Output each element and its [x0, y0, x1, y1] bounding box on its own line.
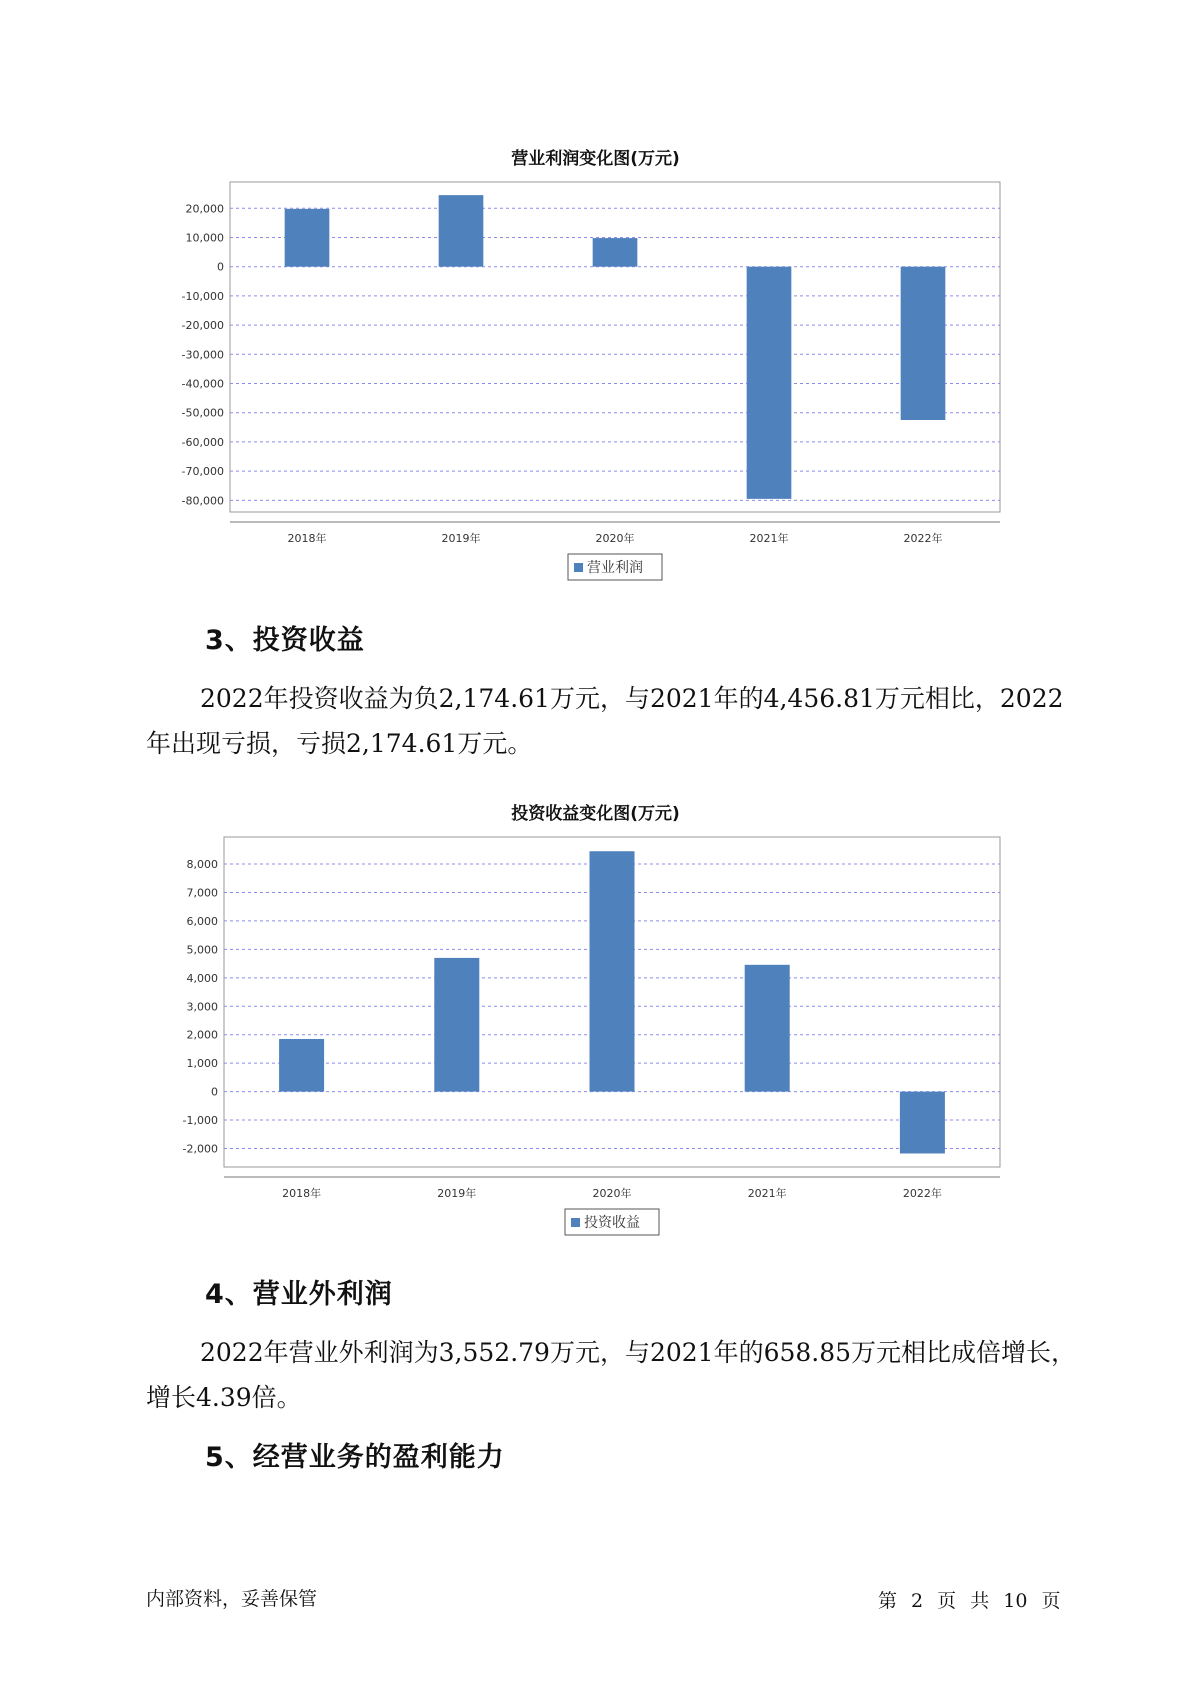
chart2-ytick-label: 4,000 — [186, 971, 218, 985]
section-5-heading: 5、经营业务的盈利能力 — [205, 1442, 505, 1473]
chart2-bar-2019年 — [434, 958, 479, 1092]
chart2-title: 投资收益变化图(万元) — [511, 804, 680, 824]
chart2-ytick-label: 6,000 — [186, 914, 218, 928]
chart2-legend-swatch — [571, 1218, 580, 1227]
chart1-xtick-label: 2019年 — [441, 532, 481, 545]
chart1-ytick-label: 0 — [217, 260, 224, 274]
chart2-ytick-label: 1,000 — [186, 1057, 218, 1071]
chart1-bar-2018年 — [285, 209, 330, 267]
chart2-bar-2022年 — [900, 1092, 945, 1154]
section-4-text: 2022年营业外利润为3,552.79万元，与2021年的658.85万元相比成倍增长，增长4.39倍。 — [146, 1338, 1077, 1412]
chart1-xtick-label: 2022年 — [903, 532, 943, 545]
chart1-ytick-label: -20,000 — [181, 319, 224, 333]
section-3-paragraph — [146, 676, 1086, 766]
footer-page-number: 第 2 页 共 10 页 — [878, 1590, 1061, 1612]
chart1-ytick-label: -80,000 — [181, 494, 224, 508]
footer-confidential-note: 内部资料，妥善保管 — [146, 1588, 318, 1610]
chart2-ytick-label: 8,000 — [186, 858, 218, 872]
chart2-xtick-label: 2021年 — [747, 1187, 787, 1200]
investment-income-chart — [0, 825, 1191, 1245]
chart1-xtick-label: 2018年 — [287, 532, 327, 545]
chart1-xtick-label: 2020年 — [595, 532, 635, 545]
chart1-title: 营业利润变化图(万元) — [511, 149, 680, 169]
section-3-text: 2022年投资收益为负2,174.61万元，与2021年的4,456.81万元相比，2022年出现亏损，亏损2,174.61万元。 — [146, 684, 1064, 758]
chart1-bar-2020年 — [593, 238, 638, 267]
chart2-legend-label: 投资收益 — [584, 1215, 640, 1231]
chart1-ytick-label: -10,000 — [181, 289, 224, 303]
chart2-ytick-label: 0 — [211, 1085, 218, 1099]
chart1-ytick-label: -60,000 — [181, 435, 224, 449]
chart1-ytick-label: -30,000 — [181, 348, 224, 362]
chart1-ytick-label: -50,000 — [181, 406, 224, 420]
chart2-ytick-label: -2,000 — [182, 1142, 218, 1156]
operating-profit-chart — [0, 170, 1191, 590]
chart2-xtick-label: 2022年 — [902, 1187, 942, 1200]
chart1-ytick-label: 20,000 — [185, 202, 224, 216]
chart2-ytick-label: 3,000 — [186, 1000, 218, 1014]
chart2-ytick-label: 5,000 — [186, 943, 218, 957]
chart1-ytick-label: 10,000 — [185, 231, 224, 245]
chart1-bar-2021年 — [747, 267, 792, 499]
chart2-xtick-label: 2019年 — [437, 1187, 477, 1200]
chart2-bar-2021年 — [745, 965, 790, 1092]
chart2-bar-2020年 — [589, 851, 634, 1091]
chart1-legend-label: 营业利润 — [587, 560, 643, 576]
chart2-ytick-label: -1,000 — [182, 1114, 218, 1128]
section-4-paragraph — [146, 1330, 1086, 1420]
chart1-xtick-label: 2021年 — [749, 532, 789, 545]
section-4-heading: 4、营业外利润 — [205, 1279, 393, 1310]
chart2-ytick-label: 2,000 — [186, 1028, 218, 1042]
chart2-bar-2018年 — [279, 1039, 324, 1092]
chart2-xtick-label: 2020年 — [592, 1187, 632, 1200]
chart2-ytick-label: 7,000 — [186, 886, 218, 900]
chart1-bar-2019年 — [439, 195, 484, 267]
chart1-bar-2022年 — [901, 267, 946, 420]
chart1-plot-area — [230, 182, 1000, 512]
chart1-ytick-label: -40,000 — [181, 377, 224, 391]
section-3-heading: 3、投资收益 — [205, 625, 365, 656]
chart1-ytick-label: -70,000 — [181, 465, 224, 479]
chart2-xtick-label: 2018年 — [282, 1187, 322, 1200]
chart1-legend-swatch — [574, 563, 583, 572]
